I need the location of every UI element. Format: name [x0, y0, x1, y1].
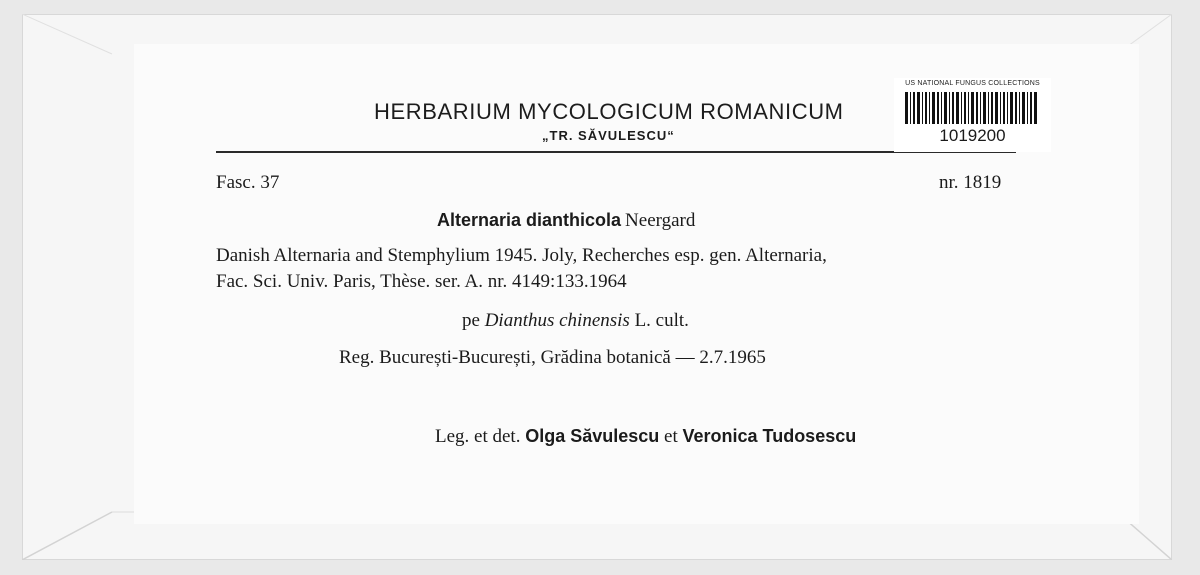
- institution-subtitle: „TR. SĂVULESCU“: [542, 128, 675, 143]
- collectors-line: [435, 426, 856, 448]
- institution-title: HERBARIUM MYCOLOGICUM ROMANICUM: [374, 99, 844, 124]
- host-prefix: pe: [462, 310, 480, 331]
- reference-line-1: Danish Alternaria and Stemphylium 1945. Joly, Recherches esp. gen. Alternaria,: [216, 245, 827, 266]
- barcode-sticker: [894, 78, 1051, 152]
- fascicle-number: Fasc. 37: [216, 172, 280, 193]
- specimen-envelope: [22, 14, 1172, 560]
- specimen-number: nr. 1819: [939, 172, 1002, 193]
- species-author: Neergard: [625, 210, 696, 231]
- collector-2: Veronica Tudosescu: [682, 426, 857, 446]
- barcode-number: 1019200: [939, 126, 1006, 145]
- collectors-conjunction: et: [664, 426, 678, 447]
- barcode-icon: [905, 92, 1040, 124]
- locality-line: Reg. București-București, Grădina botanică — 2.7.1965: [339, 347, 766, 368]
- host-name: Dianthus chinensis: [484, 310, 630, 331]
- reference-line-2: Fac. Sci. Univ. Paris, Thèse. ser. A. nr. 4149:133.1964: [216, 271, 627, 292]
- host-suffix: L. cult.: [634, 310, 689, 331]
- species-name: Alternaria dianthicola: [437, 210, 622, 230]
- collectors-prefix: Leg. et det.: [435, 426, 521, 447]
- species-line: [437, 210, 695, 232]
- barcode-collection-name: US NATIONAL FUNGUS COLLECTIONS: [905, 80, 1040, 87]
- host-line: [462, 310, 689, 332]
- collector-1: Olga Săvulescu: [525, 426, 660, 446]
- herbarium-label: [134, 44, 1139, 524]
